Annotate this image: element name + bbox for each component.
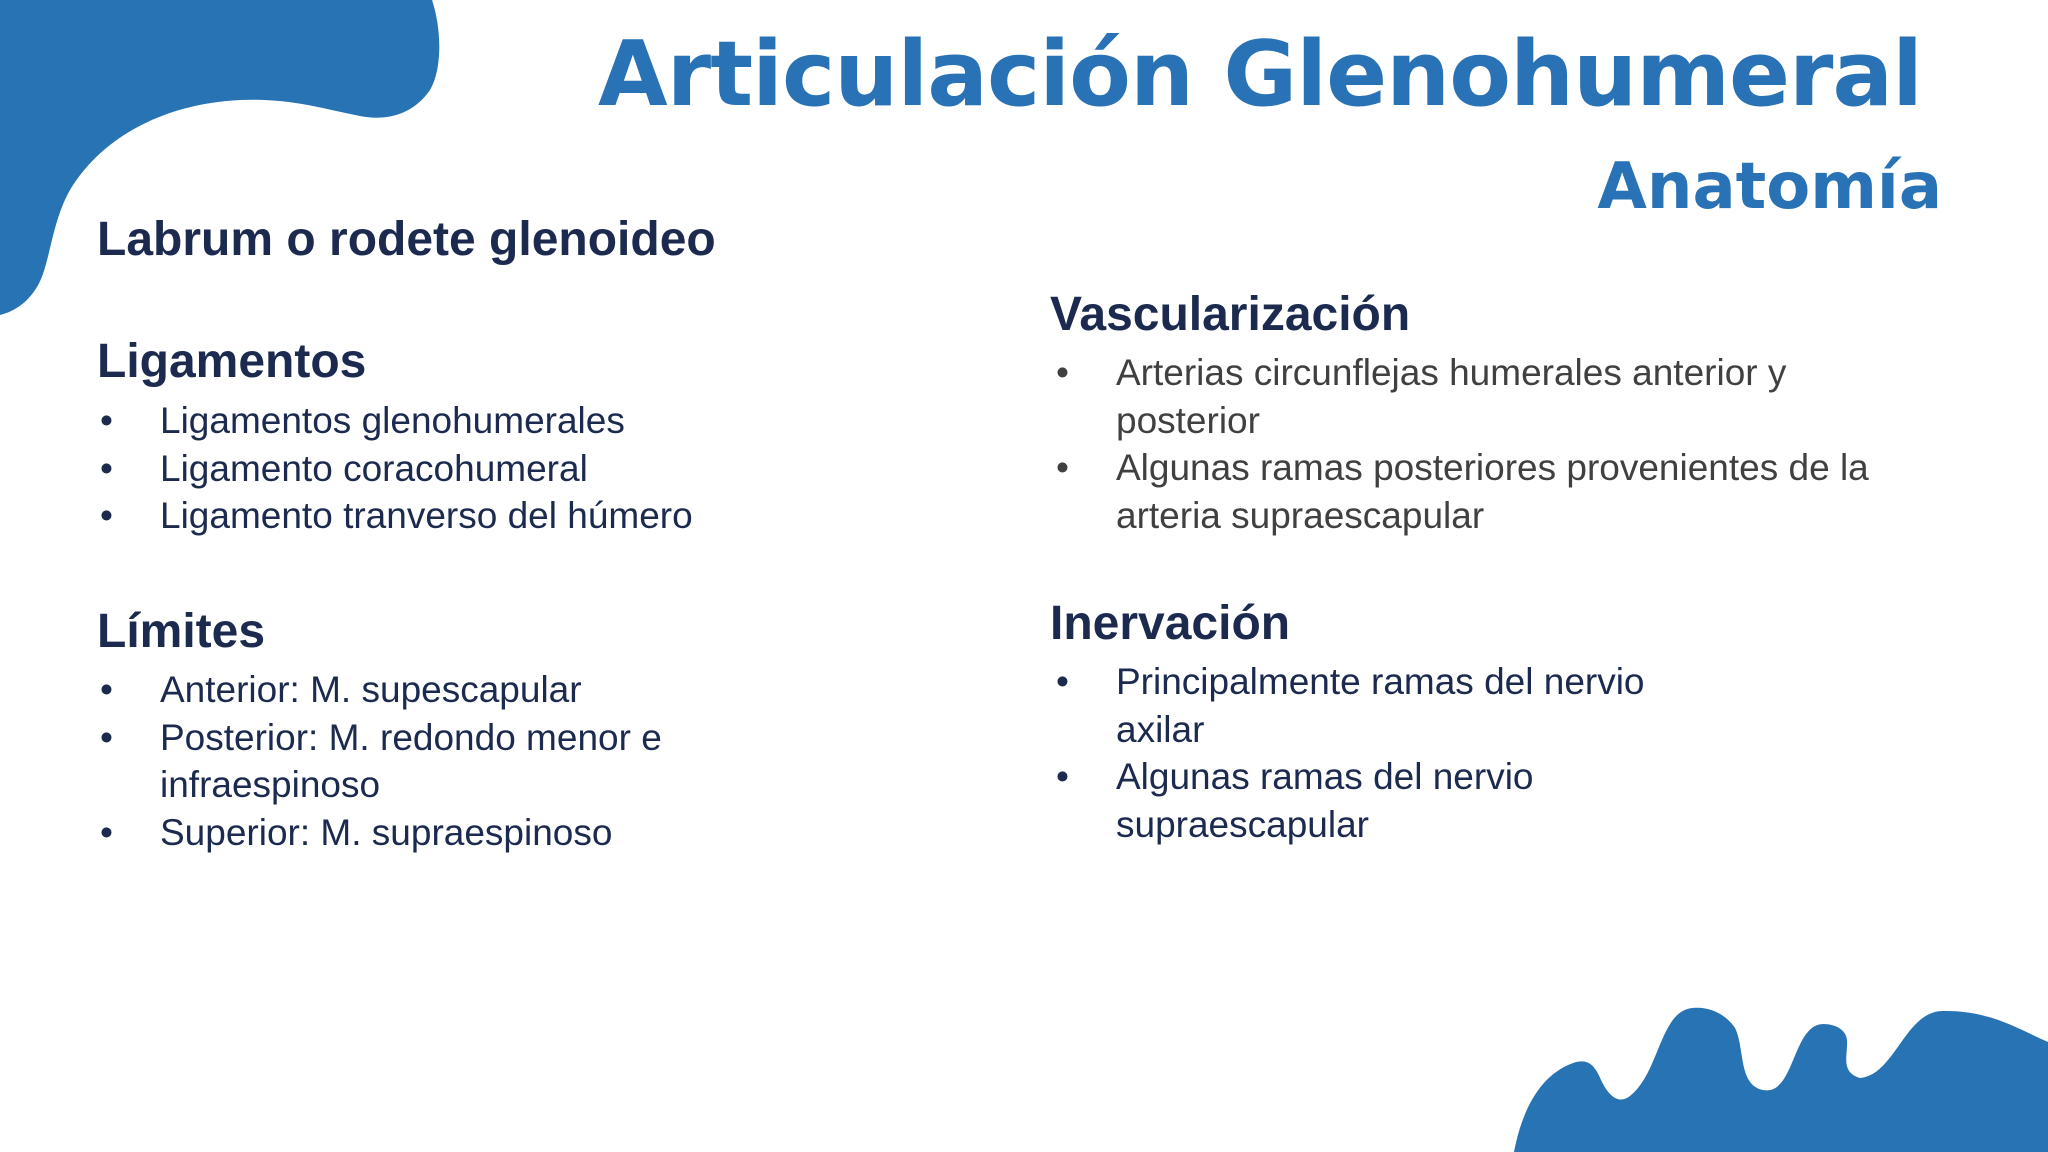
list-item: • Anterior: M. supescapular: [96, 666, 721, 714]
inervacion-list: [1052, 658, 1732, 848]
bullet-icon: •: [100, 669, 113, 710]
limites-heading: Límites: [97, 605, 266, 658]
bullet-icon: •: [1056, 352, 1069, 393]
bullet-icon: •: [1056, 447, 1069, 488]
limites-list: [96, 666, 721, 856]
labrum-heading: Labrum o rodete glenoideo: [97, 213, 716, 266]
list-item: • Algunas ramas del nervio supraescapular: [1052, 753, 1732, 848]
ligamentos-heading: Ligamentos: [97, 335, 367, 388]
bullet-icon: •: [100, 495, 113, 536]
bullet-icon: •: [100, 447, 113, 489]
bullet-icon: •: [1056, 661, 1069, 702]
list-item: • Posterior: M. redondo menor e infraespinoso: [96, 714, 721, 809]
slide-subtitle: Anatomía: [1597, 150, 1942, 224]
ligamentos-list: [96, 397, 796, 540]
list-item: • Principalmente ramas del nervio axilar: [1052, 658, 1732, 753]
list-item: • Superior: M. supraespinoso: [96, 809, 721, 857]
list-item: • Algunas ramas posteriores provenientes de la arteria supraescapular: [1052, 444, 1912, 539]
vascularizacion-heading: Vascularización: [1050, 288, 1411, 341]
list-item: • Ligamento tranverso del húmero: [96, 492, 796, 540]
list-item: • Arterias circunflejas humerales anterior y posterior: [1052, 349, 1912, 444]
bottom-right-blob: [1514, 1008, 2048, 1152]
bullet-icon: •: [100, 716, 113, 758]
bullet-icon: •: [100, 400, 113, 441]
bullet-icon: •: [1056, 756, 1069, 797]
vascularizacion-list: [1052, 349, 1912, 539]
top-left-blob: [0, 0, 439, 315]
slide-title: Articulación Glenohumeral: [598, 22, 1922, 127]
list-item: • Ligamento coracohumeral: [96, 445, 796, 493]
inervacion-heading: Inervación: [1050, 597, 1291, 650]
list-item: • Ligamentos glenohumerales: [96, 397, 796, 445]
bullet-icon: •: [100, 811, 113, 853]
